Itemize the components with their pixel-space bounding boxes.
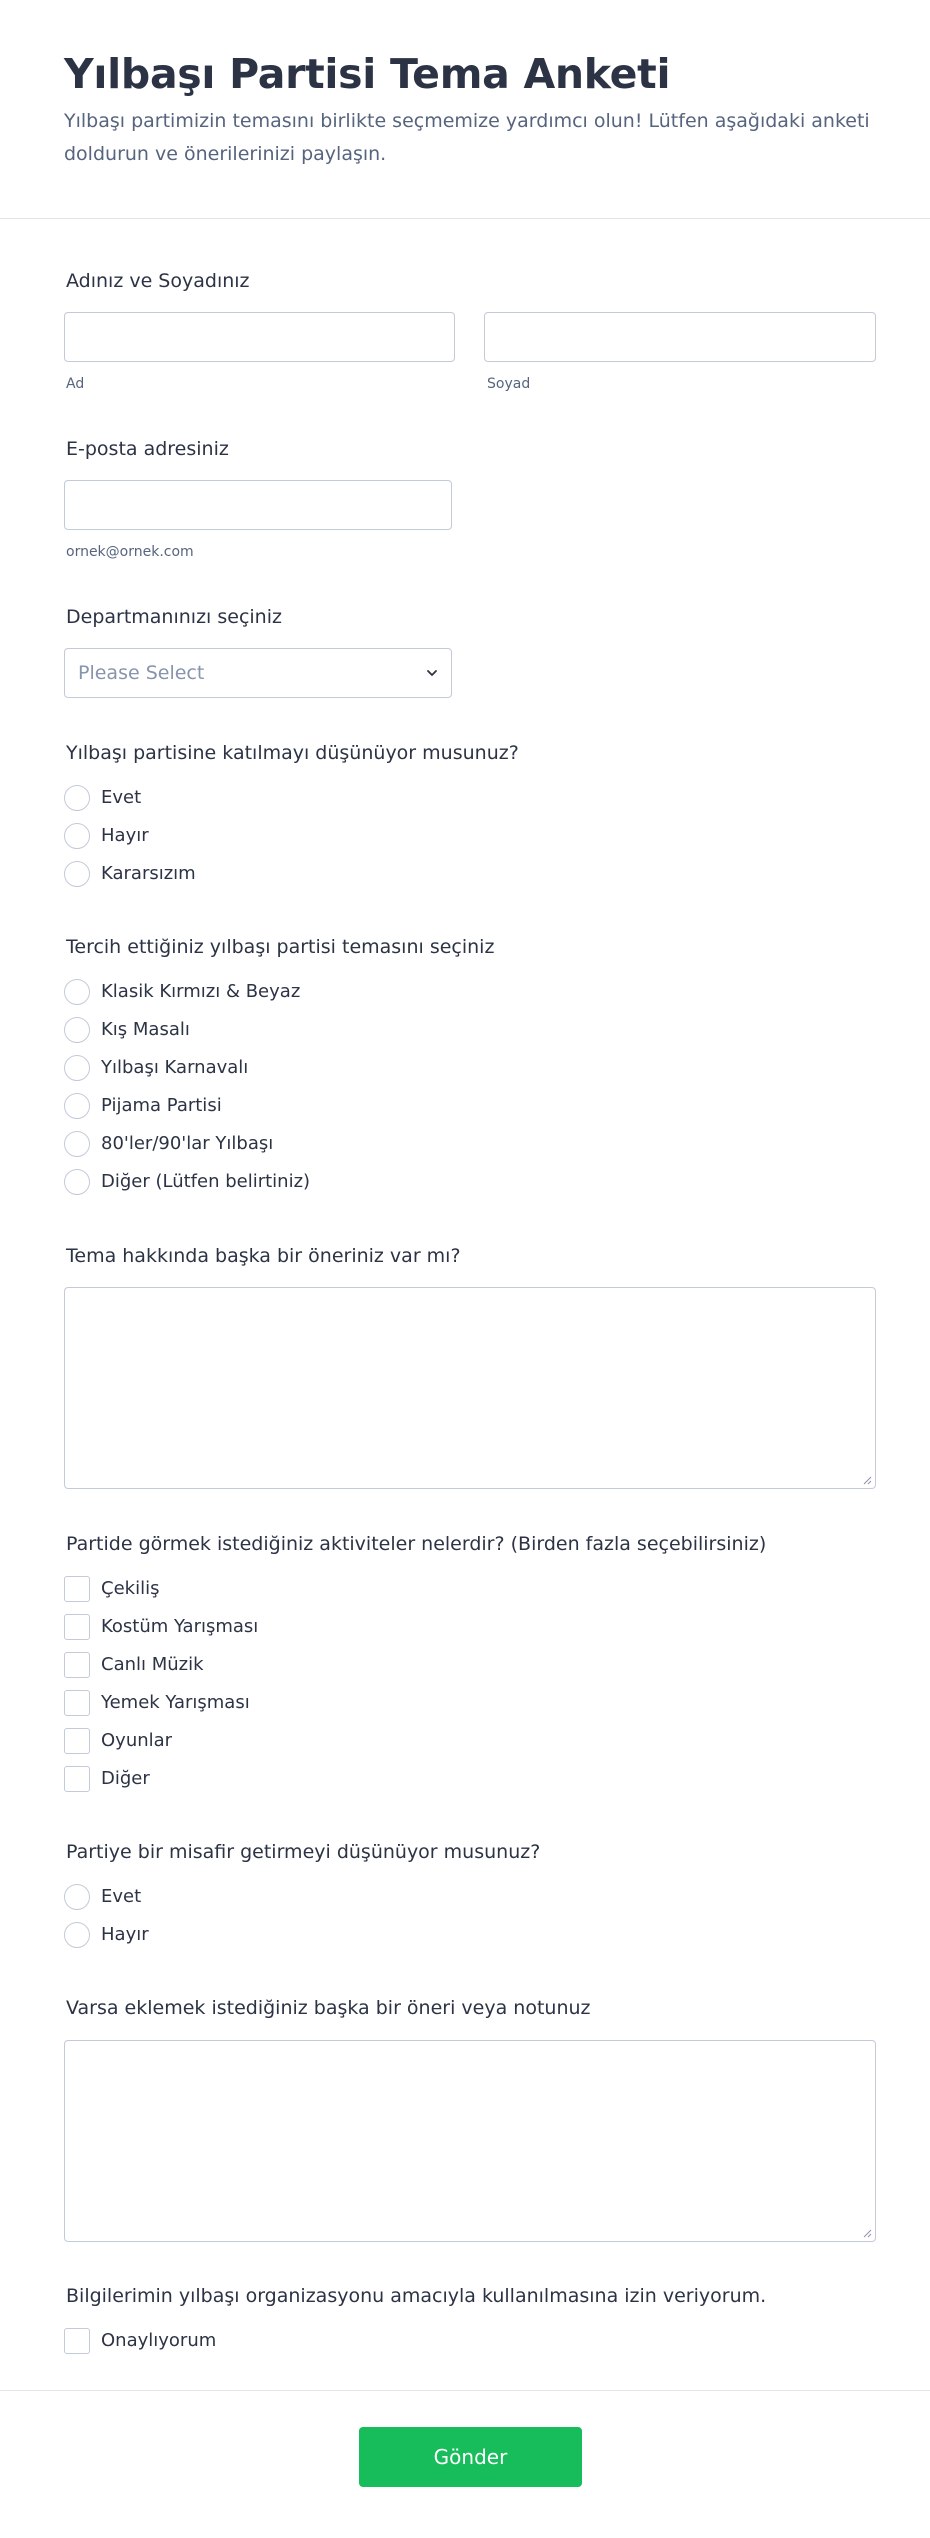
activity-option[interactable] xyxy=(64,1690,764,1716)
guest-option[interactable] xyxy=(64,1922,764,1948)
activity-option[interactable] xyxy=(64,1766,764,1792)
theme-question-label: Tercih ettiğiniz yılbaşı partisi temasını seçiniz xyxy=(66,936,495,958)
theme-suggestion-textarea[interactable] xyxy=(64,1287,876,1489)
option-label: Kararsızım xyxy=(101,863,196,884)
notes-textarea[interactable] xyxy=(64,2040,876,2242)
first-name-input[interactable] xyxy=(64,312,455,362)
form-subtitle: Yılbaşı partimizin temasını birlikte seçmemize yardımcı olun! Lütfen aşağıdaki anketi doldurun ve önerilerinizi paylaşın. xyxy=(64,110,870,165)
option-label: Diğer xyxy=(101,1768,150,1789)
radio-button[interactable] xyxy=(64,1884,90,1910)
last-name-input[interactable] xyxy=(484,312,876,362)
radio-button[interactable] xyxy=(64,1131,90,1157)
option-label: Oyunlar xyxy=(101,1730,173,1751)
option-label: Diğer (Lütfen belirtiniz) xyxy=(101,1171,311,1192)
submit-button[interactable]: Gönder xyxy=(359,2427,582,2487)
theme-option[interactable] xyxy=(64,1131,764,1157)
email-sublabel: ornek@ornek.com xyxy=(66,544,194,560)
theme-suggestion-label: Tema hakkında başka bir öneriniz var mı? xyxy=(66,1245,461,1267)
option-label: Yılbaşı Karnavalı xyxy=(101,1057,249,1078)
form-header xyxy=(0,0,930,219)
option-label: Evet xyxy=(101,1886,142,1907)
resize-handle-icon[interactable] xyxy=(862,2228,872,2238)
checkbox[interactable] xyxy=(64,1652,90,1678)
guest-option[interactable] xyxy=(64,1884,764,1910)
chevron-down-icon xyxy=(425,666,439,680)
department-label: Departmanınızı seçiniz xyxy=(66,606,282,628)
radio-button[interactable] xyxy=(64,861,90,887)
activities-question-label: Partide görmek istediğiniz aktiviteler nelerdir? (Birden fazla seçebilirsiniz) xyxy=(66,1533,767,1555)
option-label: Kostüm Yarışması xyxy=(101,1616,259,1637)
option-label: Klasik Kırmızı & Beyaz xyxy=(101,981,301,1002)
activity-option[interactable] xyxy=(64,1728,764,1754)
consent-option[interactable] xyxy=(64,2328,764,2354)
option-label: Hayır xyxy=(101,1924,149,1945)
consent-label: Bilgilerimin yılbaşı organizasyonu amacıyla kullanılmasına izin veriyorum. xyxy=(66,2285,767,2307)
department-placeholder: Please Select xyxy=(78,662,205,684)
form-title: Yılbaşı Partisi Tema Anketi xyxy=(64,50,671,98)
activity-option[interactable] xyxy=(64,1614,764,1640)
activity-option[interactable] xyxy=(64,1576,764,1602)
checkbox[interactable] xyxy=(64,2328,90,2354)
department-select[interactable] xyxy=(64,648,452,698)
radio-button[interactable] xyxy=(64,1922,90,1948)
attend-option[interactable] xyxy=(64,785,764,811)
radio-button[interactable] xyxy=(64,823,90,849)
radio-button[interactable] xyxy=(64,1169,90,1195)
option-label: Yemek Yarışması xyxy=(101,1692,250,1713)
option-label: Canlı Müzik xyxy=(101,1654,204,1675)
checkbox[interactable] xyxy=(64,1766,90,1792)
checkbox[interactable] xyxy=(64,1728,90,1754)
attend-option[interactable] xyxy=(64,861,764,887)
email-label: E-posta adresiniz xyxy=(66,438,229,460)
notes-label: Varsa eklemek istediğiniz başka bir öneri veya notunuz xyxy=(66,1997,591,2019)
checkbox[interactable] xyxy=(64,1576,90,1602)
theme-option[interactable] xyxy=(64,979,764,1005)
radio-button[interactable] xyxy=(64,1055,90,1081)
radio-button[interactable] xyxy=(64,785,90,811)
activity-option[interactable] xyxy=(64,1652,764,1678)
theme-option[interactable] xyxy=(64,1093,764,1119)
theme-option[interactable] xyxy=(64,1017,764,1043)
option-label: Pijama Partisi xyxy=(101,1095,222,1116)
guest-question-label: Partiye bir misafir getirmeyi düşünüyor musunuz? xyxy=(66,1841,541,1863)
theme-option[interactable] xyxy=(64,1169,764,1195)
theme-option[interactable] xyxy=(64,1055,764,1081)
resize-handle-icon[interactable] xyxy=(862,1475,872,1485)
checkbox[interactable] xyxy=(64,1614,90,1640)
radio-button[interactable] xyxy=(64,1017,90,1043)
checkbox[interactable] xyxy=(64,1690,90,1716)
option-label: Kış Masalı xyxy=(101,1019,190,1040)
radio-button[interactable] xyxy=(64,1093,90,1119)
option-label: Onaylıyorum xyxy=(101,2330,217,2351)
email-input[interactable] xyxy=(64,480,452,530)
option-label: Evet xyxy=(101,787,142,808)
option-label: Hayır xyxy=(101,825,149,846)
name-label: Adınız ve Soyadınız xyxy=(66,270,250,292)
last-name-sublabel: Soyad xyxy=(487,376,531,392)
option-label: 80'ler/90'lar Yılbaşı xyxy=(101,1133,274,1154)
first-name-sublabel: Ad xyxy=(66,376,85,392)
option-label: Çekiliş xyxy=(101,1578,160,1599)
attend-question-label: Yılbaşı partisine katılmayı düşünüyor musunuz? xyxy=(66,742,519,764)
radio-button[interactable] xyxy=(64,979,90,1005)
attend-option[interactable] xyxy=(64,823,764,849)
